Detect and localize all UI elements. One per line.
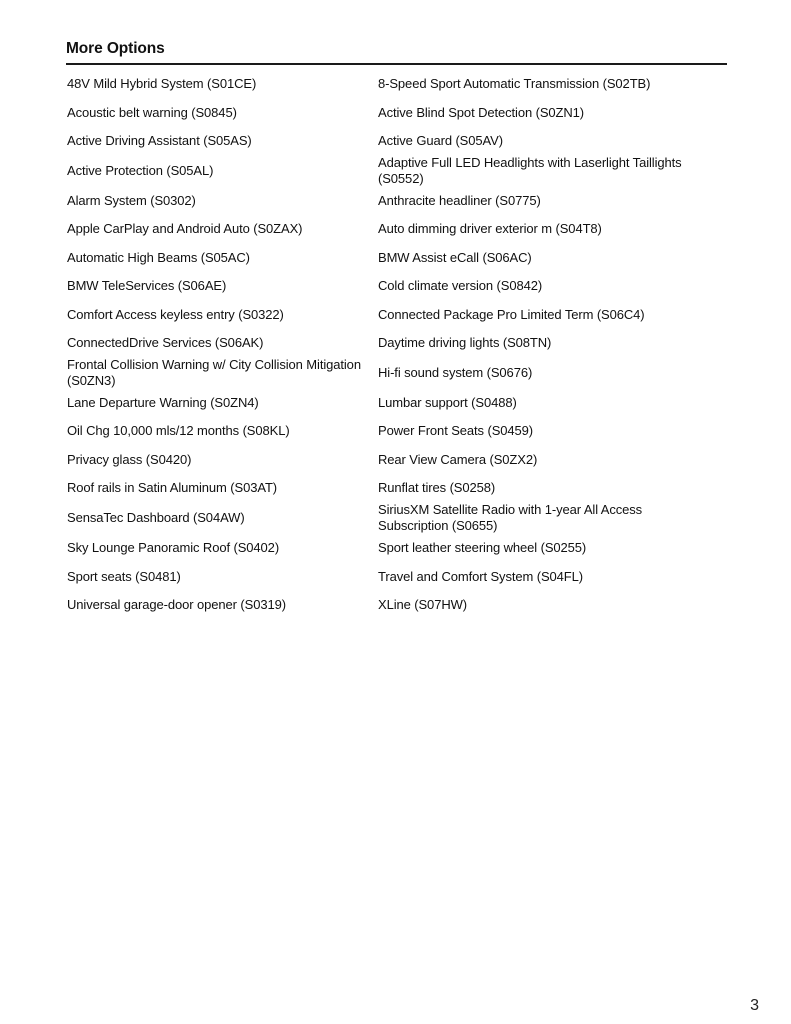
option-right: Runflat tires (S0258) bbox=[378, 480, 496, 496]
option-right: Active Guard (S05AV) bbox=[378, 133, 503, 149]
option-left: Apple CarPlay and Android Auto (S0ZAX) bbox=[67, 221, 303, 237]
option-left: Active Driving Assistant (S05AS) bbox=[67, 133, 252, 149]
option-row bbox=[66, 417, 727, 445]
option-row bbox=[66, 534, 727, 562]
option-row bbox=[66, 244, 727, 272]
option-row bbox=[66, 300, 727, 328]
option-right: Travel and Comfort System (S04FL) bbox=[378, 568, 584, 584]
option-row bbox=[66, 215, 727, 243]
option-right: Cold climate version (S0842) bbox=[378, 278, 543, 294]
option-left: ConnectedDrive Services (S06AK) bbox=[67, 335, 264, 351]
option-left: Automatic High Beams (S05AC) bbox=[67, 249, 250, 265]
option-row bbox=[66, 187, 727, 215]
option-right: Hi-fi sound system (S0676) bbox=[378, 365, 533, 380]
option-row bbox=[66, 272, 727, 300]
title-divider bbox=[66, 63, 727, 65]
option-row bbox=[66, 70, 727, 98]
option-left: Active Protection (S05AL) bbox=[67, 163, 214, 179]
option-right: Daytime driving lights (S08TN) bbox=[378, 335, 552, 351]
option-right: 8-Speed Sport Automatic Transmission (S02TB) bbox=[378, 76, 651, 92]
option-left: Roof rails in Satin Aluminum (S03AT) bbox=[67, 480, 278, 496]
option-left: Alarm System (S0302) bbox=[67, 193, 196, 209]
option-left: SensaTec Dashboard (S04AW) bbox=[67, 510, 245, 526]
page-title: More Options bbox=[66, 40, 165, 57]
option-right: Adaptive Full LED Headlights with Laserlight Taillights (S0552) bbox=[378, 155, 682, 186]
option-right: BMW Assist eCall (S06AC) bbox=[378, 249, 532, 265]
option-row bbox=[66, 389, 727, 417]
option-row bbox=[66, 502, 727, 534]
page-number: 3 bbox=[750, 997, 759, 1014]
option-left: Comfort Access keyless entry (S0322) bbox=[67, 306, 284, 322]
option-row bbox=[66, 155, 727, 187]
options-table bbox=[66, 70, 727, 619]
option-left: Universal garage-door opener (S0319) bbox=[67, 596, 286, 612]
option-row bbox=[66, 591, 727, 619]
option-row bbox=[66, 127, 727, 155]
option-left: 48V Mild Hybrid System (S01CE) bbox=[67, 76, 257, 92]
option-left: BMW TeleServices (S06AE) bbox=[67, 278, 227, 294]
option-left: Lane Departure Warning (S0ZN4) bbox=[67, 395, 259, 410]
option-row bbox=[66, 329, 727, 357]
option-row bbox=[66, 445, 727, 473]
option-right: Active Blind Spot Detection (S0ZN1) bbox=[378, 104, 585, 120]
option-right: Connected Package Pro Limited Term (S06C4) bbox=[378, 306, 645, 322]
option-right: Auto dimming driver exterior m (S04T8) bbox=[378, 221, 602, 237]
option-row bbox=[66, 562, 727, 590]
option-right: Power Front Seats (S0459) bbox=[378, 423, 534, 439]
option-right: XLine (S07HW) bbox=[378, 596, 468, 612]
option-row bbox=[66, 474, 727, 502]
option-row bbox=[66, 98, 727, 126]
option-left: Privacy glass (S0420) bbox=[67, 451, 192, 467]
option-left: Frontal Collision Warning w/ City Collision Mitigation (S0ZN3) bbox=[67, 357, 361, 388]
option-right: SiriusXM Satellite Radio with 1-year All Access Subscription (S0655) bbox=[378, 502, 643, 534]
option-left: Acoustic belt warning (S0845) bbox=[67, 104, 237, 120]
option-left: Sport seats (S0481) bbox=[67, 568, 181, 584]
option-left: Sky Lounge Panoramic Roof (S0402) bbox=[67, 540, 280, 556]
option-right: Lumbar support (S0488) bbox=[378, 395, 517, 410]
option-right: Sport leather steering wheel (S0255) bbox=[378, 540, 587, 556]
option-right: Rear View Camera (S0ZX2) bbox=[378, 451, 538, 467]
option-right: Anthracite headliner (S0775) bbox=[378, 193, 541, 209]
option-left: Oil Chg 10,000 mls/12 months (S08KL) bbox=[67, 423, 290, 439]
option-row bbox=[66, 357, 727, 389]
